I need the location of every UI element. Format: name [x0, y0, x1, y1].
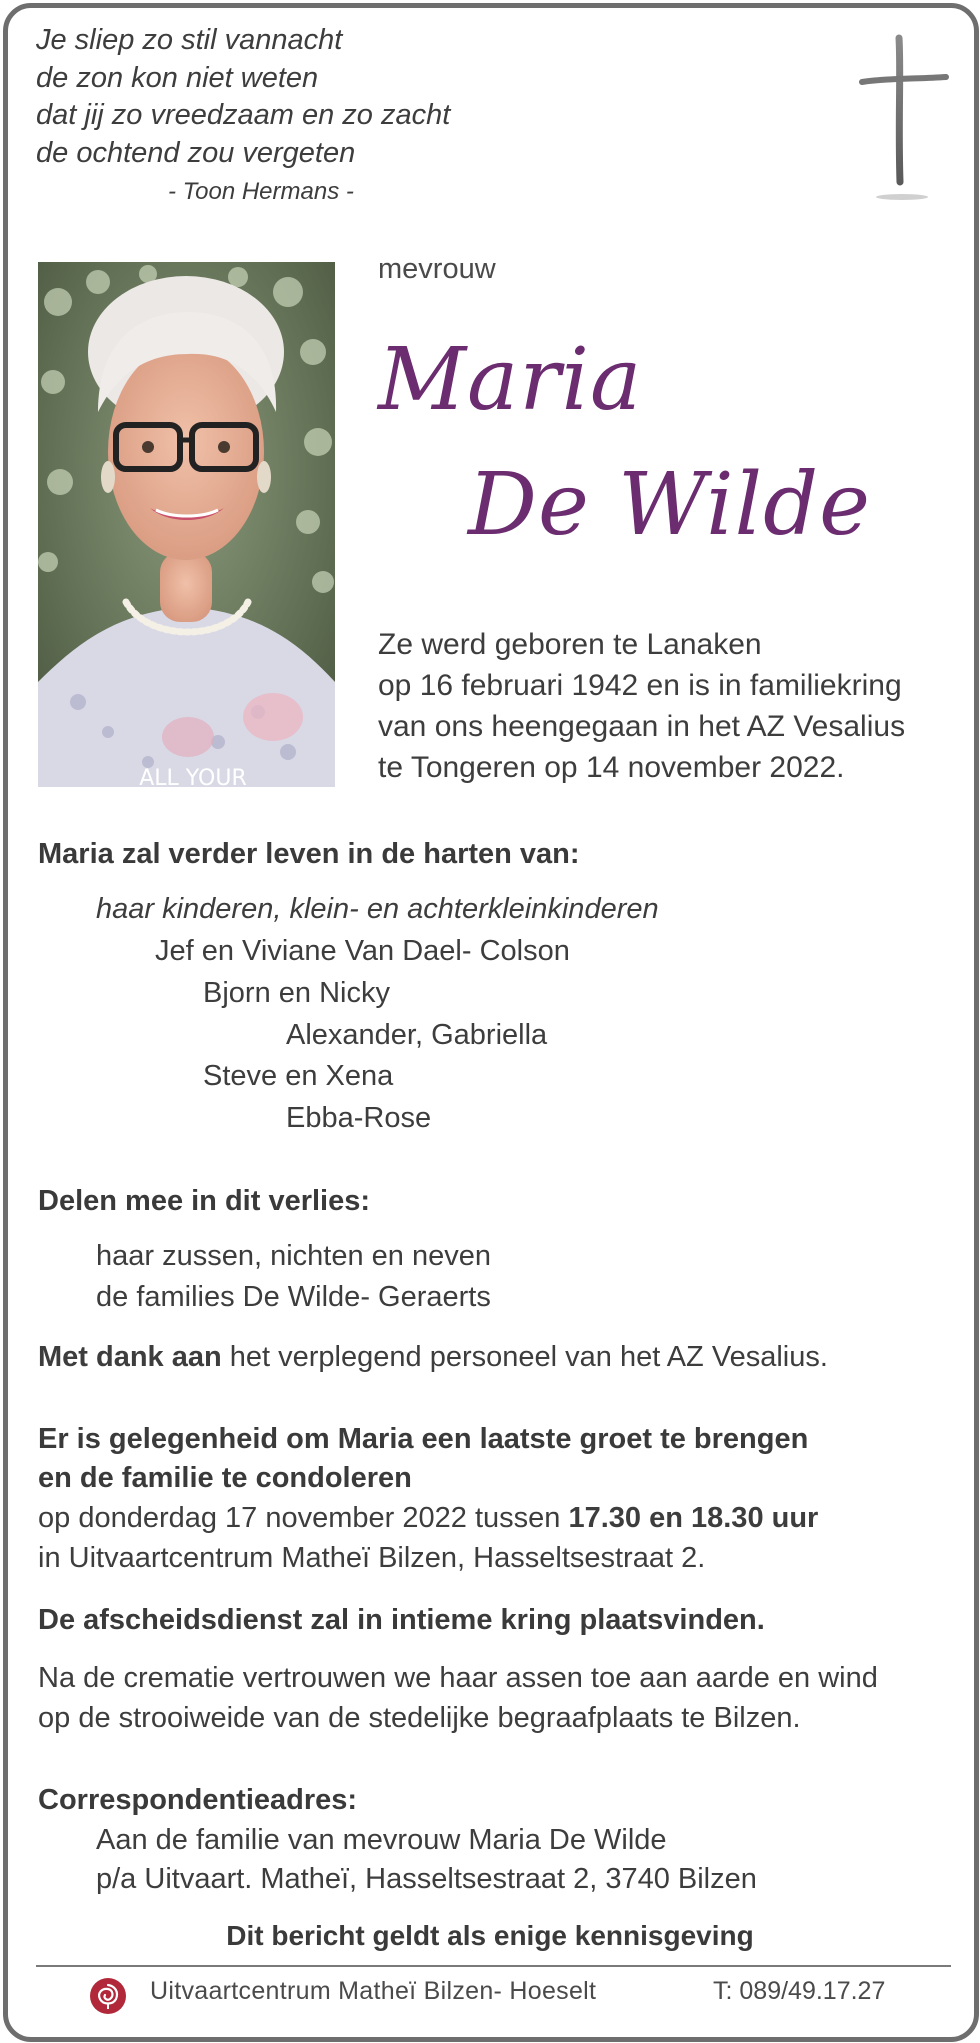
share-line: de families De Wilde- Geraerts [96, 1281, 491, 1313]
funeral-home-phone: T: 089/49.17.27 [713, 1977, 886, 2005]
poem-line: Je sliep zo stil vannacht [36, 24, 343, 56]
correspondence-line: p/a Uitvaart. Matheï, Hasseltsestraat 2, 3740 Bilzen [96, 1863, 757, 1895]
bio-line: te Tongeren op 14 november 2022. [378, 751, 845, 784]
visit-heading-line: Er is gelegenheid om Maria een laatste groet te brengen [38, 1423, 809, 1455]
share-heading: Delen mee in dit verlies: [38, 1185, 371, 1217]
last-name: De Wilde [468, 455, 872, 555]
thanks [38, 1341, 828, 1374]
share-line: haar zussen, nichten en neven [96, 1240, 491, 1272]
correspondence-heading: Correspondentieadres: [38, 1784, 358, 1816]
visit-heading-line: en de familie te condoleren [38, 1462, 412, 1494]
family-line: Ebba-Rose [286, 1102, 432, 1134]
cremation-line: op de strooiweide van de stedelijke begraafplaats te Bilzen. [38, 1702, 801, 1734]
bio-line: op 16 februari 1942 en is in familiekring [378, 669, 902, 702]
footer-note: Dit bericht geldt als enige kennisgeving [226, 1920, 754, 1951]
family-line: Jef en Viviane Van Dael- Colson [155, 935, 570, 967]
title: mevrouw [378, 253, 496, 285]
portrait-photo [38, 262, 335, 787]
thanks-bold: Met dank aan [38, 1341, 222, 1373]
photo-shirt-text: ALL YOUR [139, 766, 247, 787]
poem-author: - Toon Hermans - [168, 178, 354, 205]
first-name: Maria [378, 330, 643, 430]
visit-date [38, 1502, 818, 1535]
family-line: Bjorn en Nicky [203, 977, 390, 1009]
visit-date-text: op donderdag 17 november 2022 tussen [38, 1502, 569, 1534]
service-heading: De afscheidsdienst zal in intieme kring plaatsvinden. [38, 1604, 765, 1636]
survivors-heading: Maria zal verder leven in de harten van: [38, 838, 580, 870]
correspondence-line: Aan de familie van mevrouw Maria De Wilde [96, 1824, 667, 1856]
visit-location: in Uitvaartcentrum Matheï Bilzen, Hasseltsestraat 2. [38, 1542, 706, 1574]
rose-logo-icon [88, 1976, 128, 2016]
family-line: Alexander, Gabriella [286, 1019, 548, 1051]
thanks-text: het verplegend personeel van het AZ Vesalius. [221, 1341, 828, 1373]
bio-line: van ons heengegaan in het AZ Vesalius [378, 710, 906, 743]
footer-divider [36, 1965, 951, 1967]
funeral-home-name: Uitvaartcentrum Matheï Bilzen- Hoeselt [150, 1977, 597, 2005]
visit-time: 17.30 en 18.30 uur [568, 1502, 819, 1534]
family-line: Steve en Xena [203, 1060, 394, 1092]
survivors-intro: haar kinderen, klein- en achterkleinkinderen [96, 893, 659, 925]
cross-icon [858, 32, 950, 208]
bio-line: Ze werd geboren te Lanaken [378, 628, 762, 661]
cremation-line: Na de crematie vertrouwen we haar assen toe aan aarde en wind [38, 1662, 878, 1694]
poem-line: dat jij zo vreedzaam en zo zacht [36, 99, 451, 131]
poem [36, 22, 450, 172]
bio [378, 624, 905, 788]
poem-line: de ochtend zou vergeten [36, 136, 356, 169]
poem-line: de zon kon niet weten [36, 61, 319, 94]
